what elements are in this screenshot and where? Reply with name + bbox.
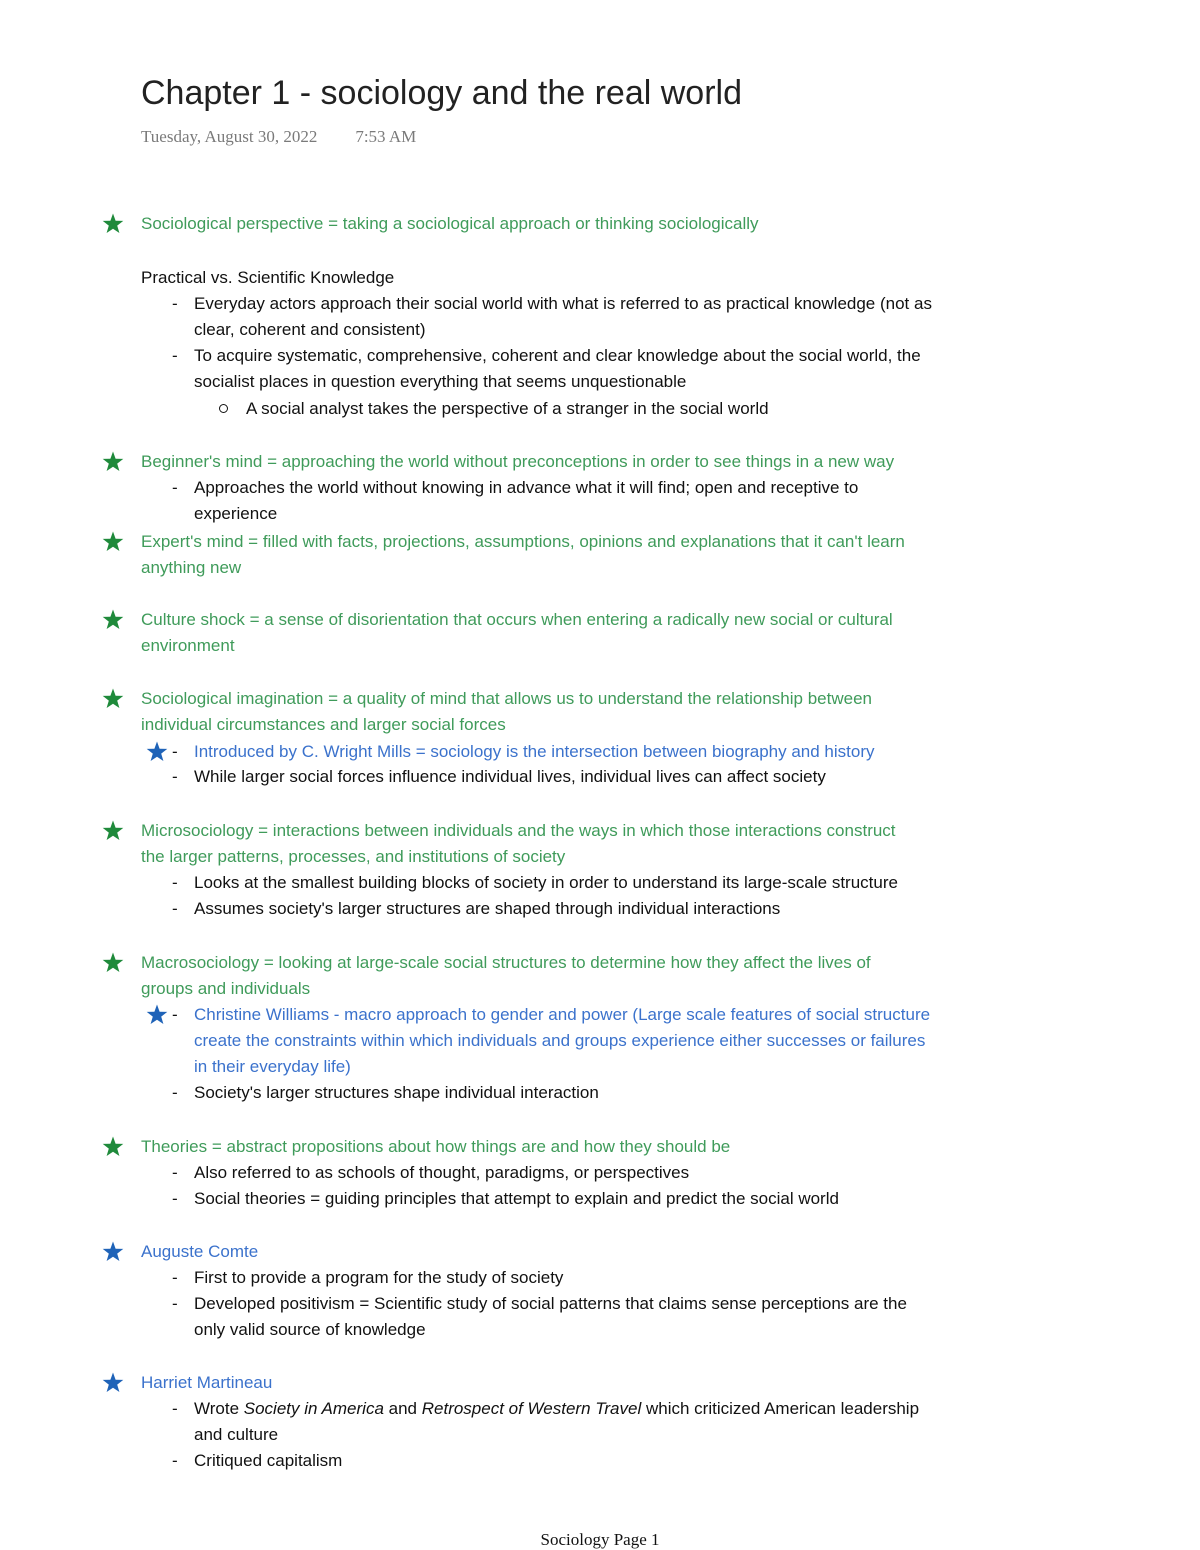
note-line: the larger patterns, processes, and institutions of society (141, 847, 566, 866)
bullet-text: Looks at the smallest building blocks of society in order to understand its large-scale structure (194, 873, 898, 892)
bullet-text: experience (194, 504, 278, 523)
book-title: Society in America (243, 1399, 384, 1418)
star-icon (101, 951, 125, 975)
star-shape (103, 821, 124, 841)
star-shape (103, 610, 124, 630)
text-run: which criticized American leadership (641, 1399, 920, 1418)
dash-bullet: - (172, 1294, 178, 1313)
dash-bullet: - (172, 478, 178, 497)
star-shape (103, 1242, 124, 1262)
page-footer: Sociology Page 1 (540, 1530, 660, 1549)
note-line: Theories = abstract propositions about how things are and how they should be (141, 1137, 731, 1156)
note-line: Sociological imagination = a quality of mind that allows us to understand the relationship between (141, 689, 872, 708)
bullet-text: socialist places in question everything that seems unquestionable (194, 372, 687, 391)
dash-bullet: - (172, 1399, 178, 1418)
bullet-text: First to provide a program for the study of society (194, 1268, 564, 1287)
note-line: Beginner's mind = approaching the world without preconceptions in order to see things in a new way (141, 452, 895, 471)
note-line: Microsociology = interactions between individuals and the ways in which those interactions construct (141, 821, 896, 840)
dash-bullet: - (172, 346, 178, 365)
star-icon (101, 212, 125, 236)
note-heading: Auguste Comte (141, 1242, 259, 1261)
note-line: individual circumstances and larger social forces (141, 715, 506, 734)
note-line: Macrosociology = looking at large-scale social structures to determine how they affect the lives of (141, 953, 871, 972)
star-icon (101, 1371, 125, 1395)
dash-bullet: - (172, 873, 178, 892)
dash-bullet: - (172, 1083, 178, 1102)
star-shape (103, 452, 124, 472)
text-run: Wrote (194, 1399, 244, 1418)
note-heading: Harriet Martineau (141, 1373, 273, 1392)
dash-bullet: - (172, 1005, 178, 1024)
bullet-text: and culture (194, 1425, 279, 1444)
dash-bullet: - (172, 1268, 178, 1287)
dash-bullet: - (172, 294, 178, 313)
page-timestamp (141, 127, 416, 147)
note-line: anything new (141, 558, 242, 577)
bullet-text: Introduced by C. Wright Mills = sociology is the intersection between biography and history (194, 742, 875, 761)
dash-bullet: - (172, 742, 178, 761)
star-shape (147, 742, 168, 762)
star-icon (101, 1240, 125, 1264)
bullet-text: Social theories = guiding principles that attempt to explain and predict the social world (194, 1189, 839, 1208)
bullet-text: While larger social forces influence individual lives, individual lives can affect society (194, 767, 826, 786)
dash-bullet: - (172, 1189, 178, 1208)
bullet-text: Approaches the world without knowing in advance what it will find; open and receptive to (194, 478, 859, 497)
star-icon (101, 530, 125, 554)
bullet-text: Also referred to as schools of thought, paradigms, or perspectives (194, 1163, 690, 1182)
star-shape (147, 1005, 168, 1025)
star-shape (103, 214, 124, 234)
page-date: Tuesday, August 30, 2022 (141, 127, 318, 146)
note-line: Expert's mind = filled with facts, projections, assumptions, opinions and explanations that it can't learn (141, 532, 905, 551)
star-icon (145, 740, 169, 764)
star-icon (101, 608, 125, 632)
bullet-text: clear, coherent and consistent) (194, 320, 426, 339)
dash-bullet: - (172, 1451, 178, 1470)
star-icon (101, 819, 125, 843)
star-shape (103, 532, 124, 552)
bullet-text: in their everyday life) (194, 1057, 351, 1076)
bullet-text: To acquire systematic, comprehensive, coherent and clear knowledge about the social world, the (194, 346, 921, 365)
bullet-text: Critiqued capitalism (194, 1451, 343, 1470)
bullet-text: only valid source of knowledge (194, 1320, 426, 1339)
bullet-text: Assumes society's larger structures are shaped through individual interactions (194, 899, 781, 918)
star-icon (145, 1003, 169, 1027)
note-heading: Practical vs. Scientific Knowledge (141, 268, 395, 287)
sub-bullet-text: A social analyst takes the perspective of a stranger in the social world (246, 399, 769, 418)
star-icon (101, 450, 125, 474)
dash-bullet: - (172, 1163, 178, 1182)
book-title: Retrospect of Western Travel (421, 1399, 642, 1418)
star-icon (101, 1135, 125, 1159)
bullet-text: create the constraints within which individuals and groups experience either successes or failures (194, 1031, 926, 1050)
dash-bullet: - (172, 767, 178, 786)
star-shape (103, 689, 124, 709)
dash-bullet: - (172, 899, 178, 918)
star-shape (103, 953, 124, 973)
text-run: and (383, 1399, 422, 1418)
star-shape (103, 1373, 124, 1393)
bullet-text: Developed positivism = Scientific study of social patterns that claims sense perceptions are the (194, 1294, 907, 1313)
note-line: Sociological perspective = taking a sociological approach or thinking sociologically (141, 214, 759, 233)
note-line: Culture shock = a sense of disorientation that occurs when entering a radically new social or cultural (141, 610, 893, 629)
bullet-text: Christine Williams - macro approach to gender and power (Large scale features of social structure (194, 1005, 931, 1024)
page-time: 7:53 AM (355, 127, 417, 146)
note-line: groups and individuals (141, 979, 311, 998)
bullet-text: Everyday actors approach their social world with what is referred to as practical knowledge (not as (194, 294, 932, 313)
bullet-text (194, 1396, 919, 1422)
note-line: environment (141, 636, 235, 655)
bullet-text: Society's larger structures shape individual interaction (194, 1083, 599, 1102)
star-shape (103, 1137, 124, 1157)
circle-bullet (219, 404, 228, 413)
page-title: Chapter 1 - sociology and the real world (141, 74, 742, 112)
star-icon (101, 687, 125, 711)
